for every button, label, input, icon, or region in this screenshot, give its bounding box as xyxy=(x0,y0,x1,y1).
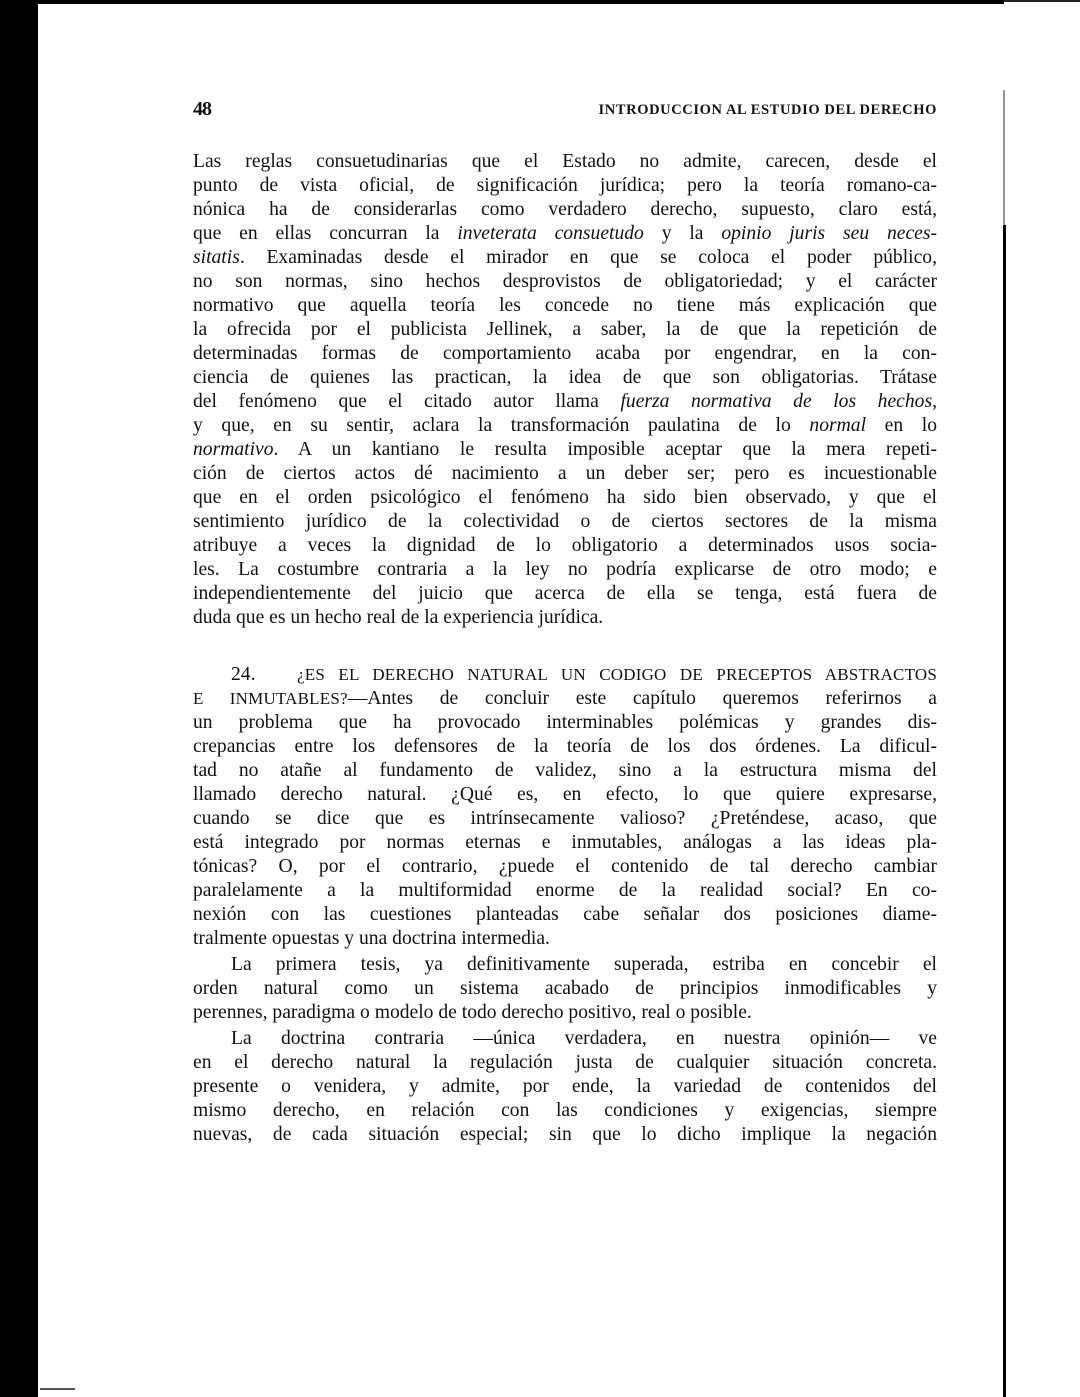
text-line: determinadas formas de comportamiento acaba por engendrar, en la con- xyxy=(193,343,937,364)
section-number: 24. xyxy=(231,664,256,685)
text-line: paralelamente a la multiformidad enorme de la realidad social? En co- xyxy=(193,880,937,901)
text-line: ciencia de quienes las practican, la idea de que son obligatorias. Trátase xyxy=(193,367,937,388)
text-line: tónicas? O, por el contrario, ¿puede el contenido de tal derecho cambiar xyxy=(193,856,937,877)
page-edge-line xyxy=(1003,225,1006,1397)
scan-border-left xyxy=(0,0,38,1397)
emphasis: fuerza normativa de los hechos xyxy=(620,391,933,412)
text-line: en el derecho natural la regulación justa de cualquier situación concreta. xyxy=(193,1052,937,1073)
page-edge-line-faint xyxy=(1003,90,1005,225)
section-heading xyxy=(231,663,937,687)
text-line: que en el orden psicológico el fenómeno ha sido bien observado, y que el xyxy=(193,487,937,508)
text-line: normativo que aquella teoría les concede no tiene más explicación que xyxy=(193,295,937,316)
section-title: ¿ES EL DERECHO NATURAL UN CODIGO DE PRECEPTOS ABSTRACTOS xyxy=(297,665,937,684)
text-line: tralmente opuestas y una doctrina intermedia. xyxy=(193,928,550,949)
emphasis: normativo xyxy=(193,439,274,460)
text-line: que en ellas concurran la inveterata consuetudo y la opinio juris seu neces- xyxy=(193,223,937,244)
text-line: nónica ha de considerarlas como verdadero derecho, supuesto, claro está, xyxy=(193,199,937,220)
text-line: la ofrecida por el publicista Jellinek, a saber, la de que la repetición de xyxy=(193,319,937,340)
section-title: E INMUTABLES? xyxy=(193,689,348,708)
text-line: ción de ciertos actos dé nacimiento a un deber ser; pero es incuestionable xyxy=(193,463,937,484)
text-line: y que, en su sentir, aclara la transformación paulatina de lo normal en lo xyxy=(193,415,938,436)
text-line: orden natural como un sistema acabado de principios inmodificables y xyxy=(193,978,937,999)
text-line: sitatis. Examinadas desde el mirador en que se coloca el poder público, xyxy=(193,247,937,268)
text-line: mismo derecho, en relación con las condiciones y exigencias, siempre xyxy=(193,1100,937,1121)
text-line: E INMUTABLES?—Antes de concluir este capítulo queremos referirnos a xyxy=(193,688,937,709)
text-line: perennes, paradigma o modelo de todo derecho positivo, real o posible. xyxy=(193,1002,752,1023)
emphasis: normal xyxy=(809,415,867,436)
text-line: independientemente del juicio que acerca de ella se tenga, está fuera de xyxy=(193,583,937,604)
text-line: crepancias entre los defensores de la teoría de los dos órdenes. La dificul- xyxy=(193,736,937,757)
scan-border-bottom xyxy=(40,1388,75,1390)
text-line: punto de vista oficial, de significación jurídica; pero la teoría romano-ca- xyxy=(193,175,937,196)
page-header xyxy=(193,98,937,122)
text-line: presente o venidera, y admite, por ende, la variedad de contenidos del xyxy=(193,1076,937,1097)
scan-border-top-right xyxy=(1004,0,1080,2)
latin-phrase: sitatis xyxy=(193,247,240,268)
text-line: llamado derecho natural. ¿Qué es, en efecto, lo que quiere expresarse, xyxy=(193,784,937,805)
text-line: duda que es un hecho real de la experiencia jurídica. xyxy=(193,607,604,628)
latin-phrase: inveterata consuetudo xyxy=(457,223,644,244)
text-line: nuevas, de cada situación especial; sin que lo dicho implique la negación xyxy=(193,1124,937,1145)
text-line: les. La costumbre contraria a la ley no podría explicarse de otro modo; e xyxy=(193,559,937,580)
text-line: está integrado por normas eternas e inmutables, análogas a las ideas pla- xyxy=(193,832,937,853)
text-line: un problema que ha provocado interminables polémicas y grandes dis- xyxy=(193,712,937,733)
text-line: normativo. A un kantiano le resulta imposible aceptar que la mera repeti- xyxy=(193,439,937,460)
text-line: La primera tesis, ya definitivamente superada, estriba en concebir el xyxy=(231,954,937,975)
latin-phrase: opinio juris seu neces- xyxy=(721,223,937,244)
text-line: sentimiento jurídico de la colectividad o de ciertos sectores de la misma xyxy=(193,511,937,532)
text-line: no son normas, sino hechos desprovistos de obligatoriedad; y el carácter xyxy=(193,271,937,292)
text-line: atribuye a veces la dignidad de lo obligatorio a determinados usos socia- xyxy=(193,535,937,556)
scan-border-top xyxy=(0,0,1004,4)
page-number: 48 xyxy=(193,98,211,120)
text-line: del fenómeno que el citado autor llama fuerza normativa de los hechos, xyxy=(193,391,937,412)
text-line: Las reglas consuetudinarias que el Estado no admite, carecen, desde el xyxy=(193,151,937,172)
text-line: nexión con las cuestiones planteadas cabe señalar dos posiciones diame- xyxy=(193,904,937,925)
text-line: La doctrina contraria —única verdadera, en nuestra opinión— ve xyxy=(231,1028,937,1049)
text-line: cuando se dice que es intrínsecamente valioso? ¿Preténdese, acaso, que xyxy=(193,808,937,829)
text-line: tad no atañe al fundamento de validez, sino a la estructura misma del xyxy=(193,760,937,781)
running-head: INTRODUCCION AL ESTUDIO DEL DERECHO xyxy=(598,102,937,118)
